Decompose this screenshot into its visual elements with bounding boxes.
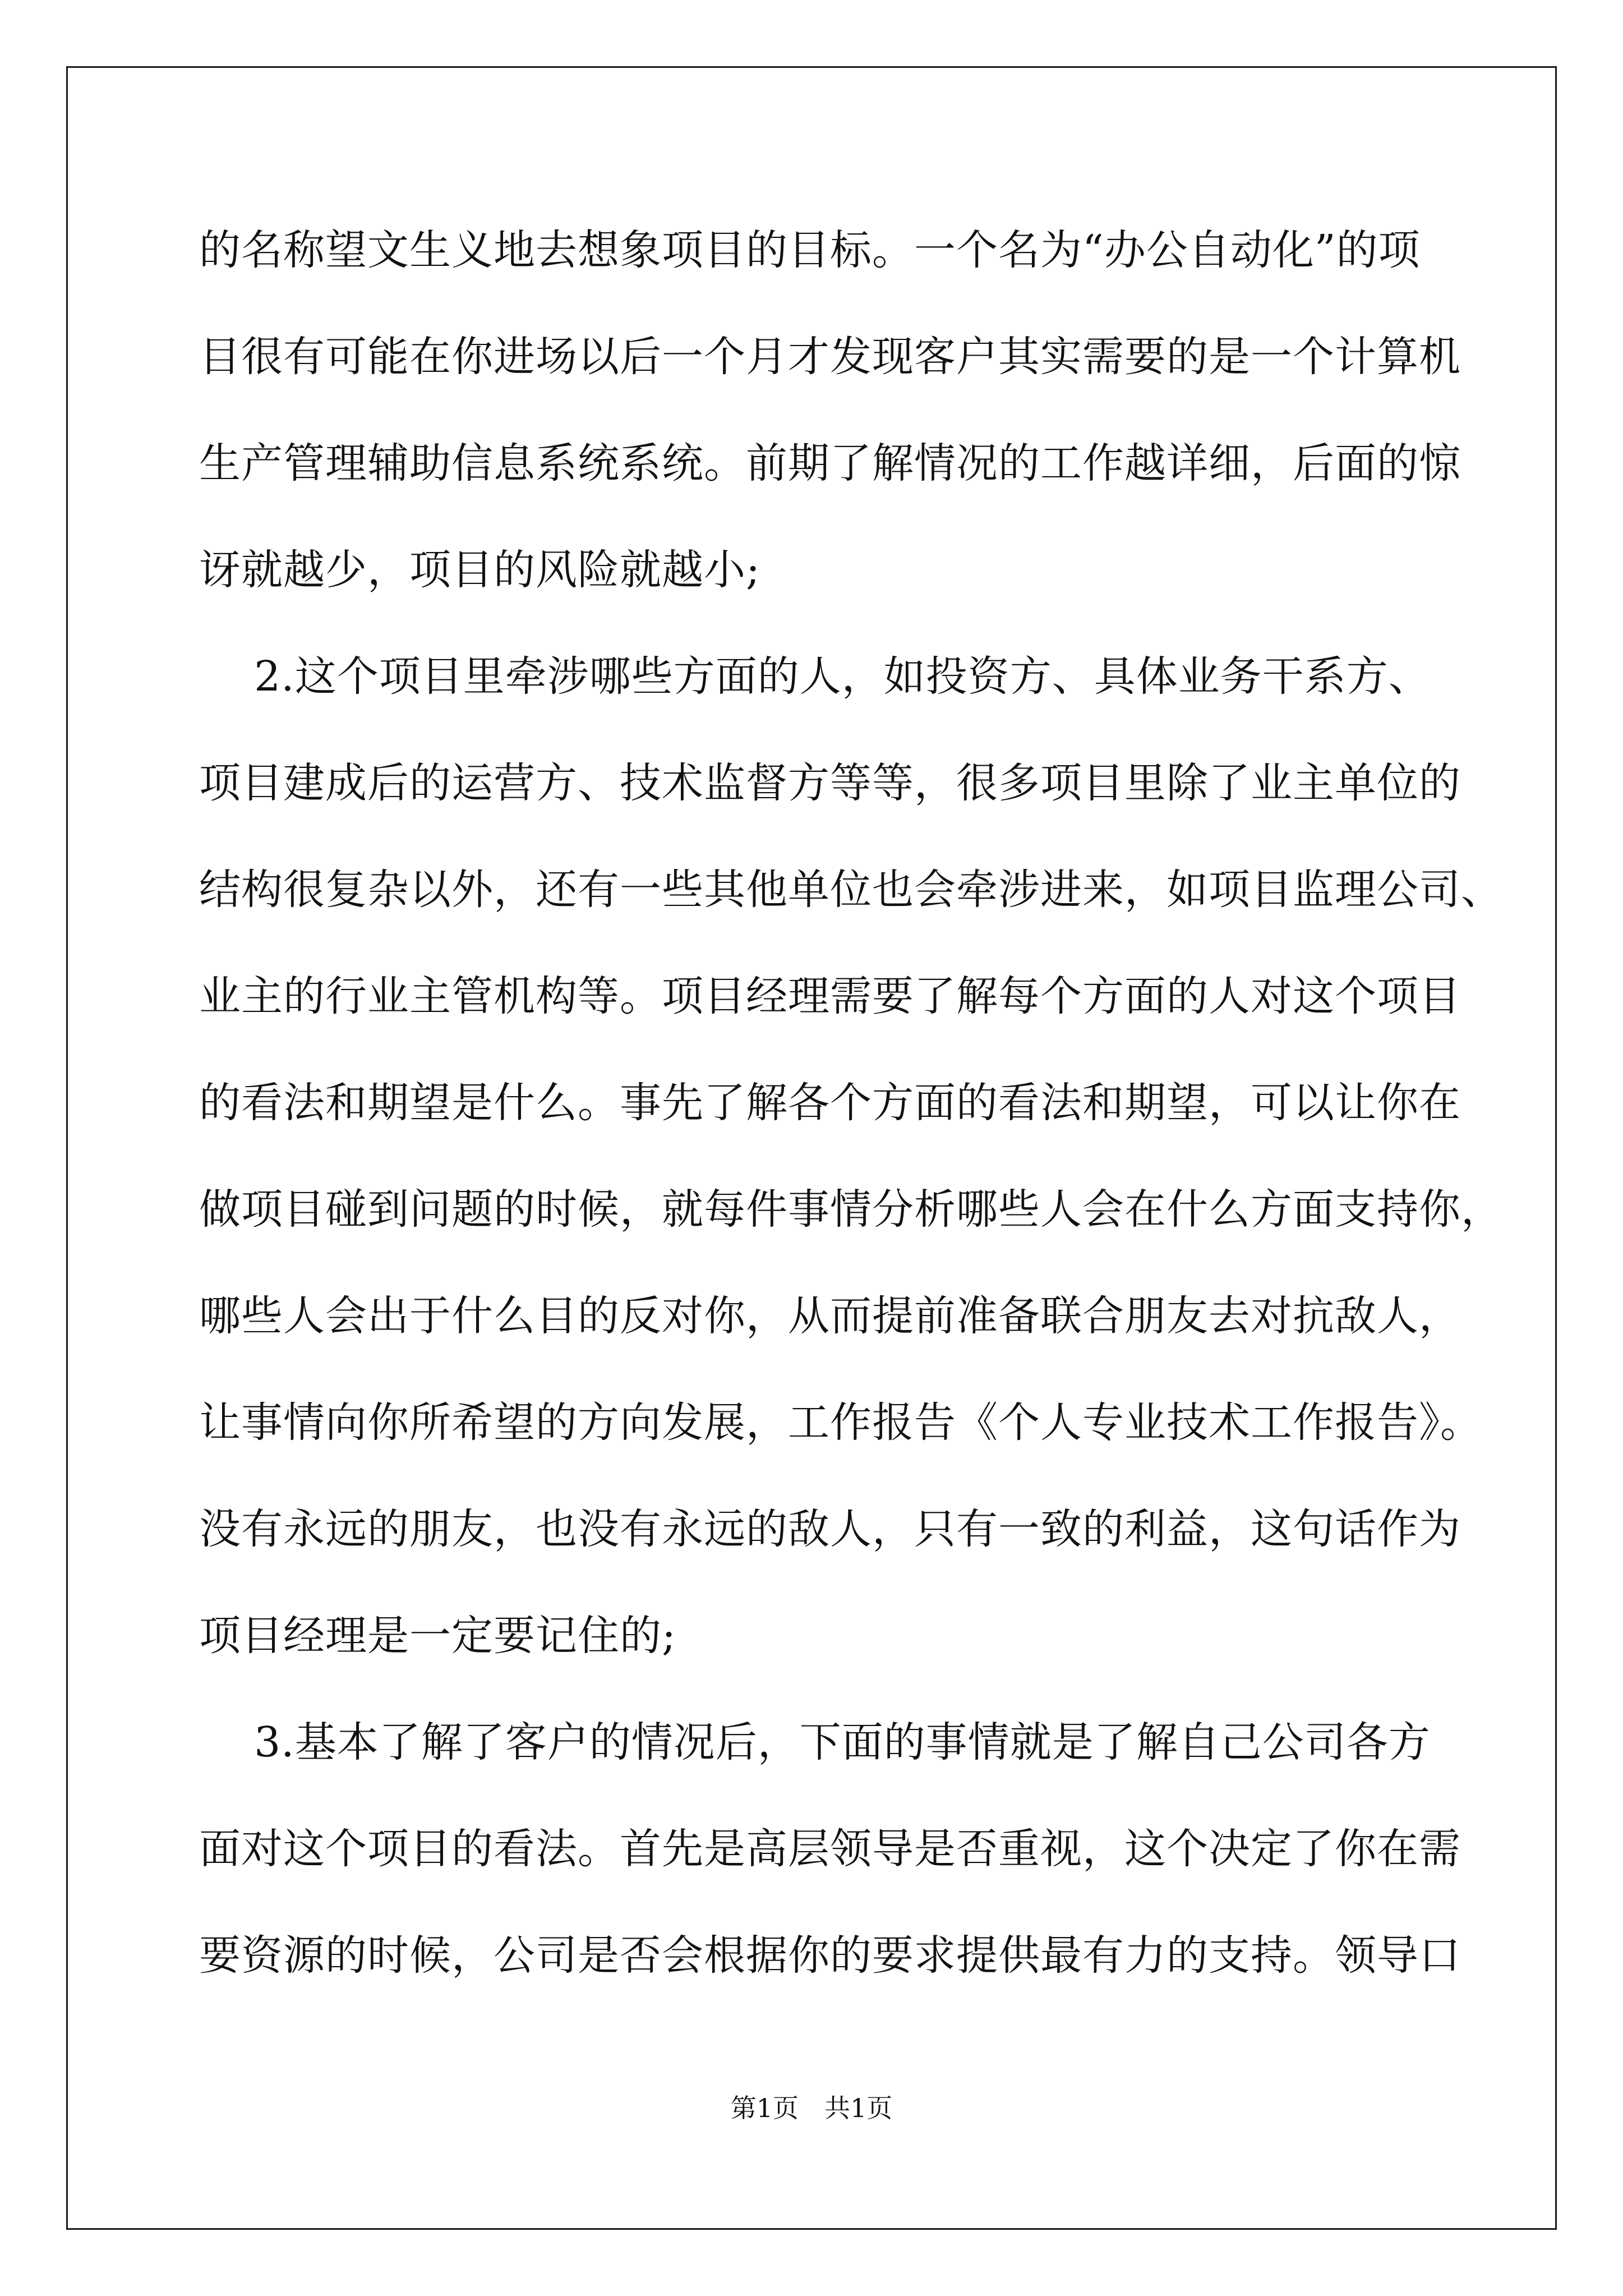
text-line: 生产管理辅助信息系统系统。前期了解情况的工作越详细，后面的惊 (199, 439, 1461, 487)
text-line: 面对这个项目的看法。首先是高层领导是否重视，这个决定了你在需 (199, 1825, 1461, 1873)
text-line: 哪些人会出于什么目的反对你，从而提前准备联合朋友去对抗敌人， (199, 1292, 1461, 1340)
text-line: 讶就越少，项目的风险就越小; (199, 546, 760, 594)
text-line: 业主的行业主管机构等。项目经理需要了解每个方面的人对这个项目 (199, 972, 1461, 1020)
text-line: 项目经理是一定要记住的; (199, 1612, 676, 1660)
page-total: 共1页 (824, 2093, 893, 2123)
text-line: 的看法和期望是什么。事先了解各个方面的看法和期望，可以让你在 (199, 1079, 1461, 1127)
text-line: 结构很复杂以外，还有一些其他单位也会牵涉进来，如项目监理公司、 (199, 866, 1503, 914)
text-line: 目很有可能在你进场以后一个月才发现客户其实需要的是一个计算机 (199, 333, 1461, 381)
page-number: 第1页 (730, 2093, 799, 2123)
text-line: 要资源的时候，公司是否会根据你的要求提供最有力的支持。领导口 (199, 1931, 1461, 1980)
text-line: 2.这个项目里牵涉哪些方面的人，如投资方、具体业务干系方、 (199, 652, 1431, 701)
text-line: 让事情向你所希望的方向发展，工作报告《个人专业技术工作报告》。 (199, 1398, 1482, 1447)
text-line: 3.基本了解了客户的情况后，下面的事情就是了解自己公司各方 (199, 1718, 1431, 1766)
document-body (199, 218, 1503, 2030)
text-line: 项目建成后的运营方、技术监督方等等，很多项目里除了业主单位的 (199, 759, 1461, 807)
text-line: 的名称望文生义地去想象项目的目标。一个名为“办公自动化”的项 (199, 226, 1421, 274)
text-line: 没有永远的朋友，也没有永远的敌人，只有一致的利益，这句话作为 (199, 1505, 1461, 1553)
text-line: 做项目碰到问题的时候，就每件事情分析哪些人会在什么方面支持你， (199, 1185, 1503, 1234)
page-footer (0, 2091, 1623, 2125)
